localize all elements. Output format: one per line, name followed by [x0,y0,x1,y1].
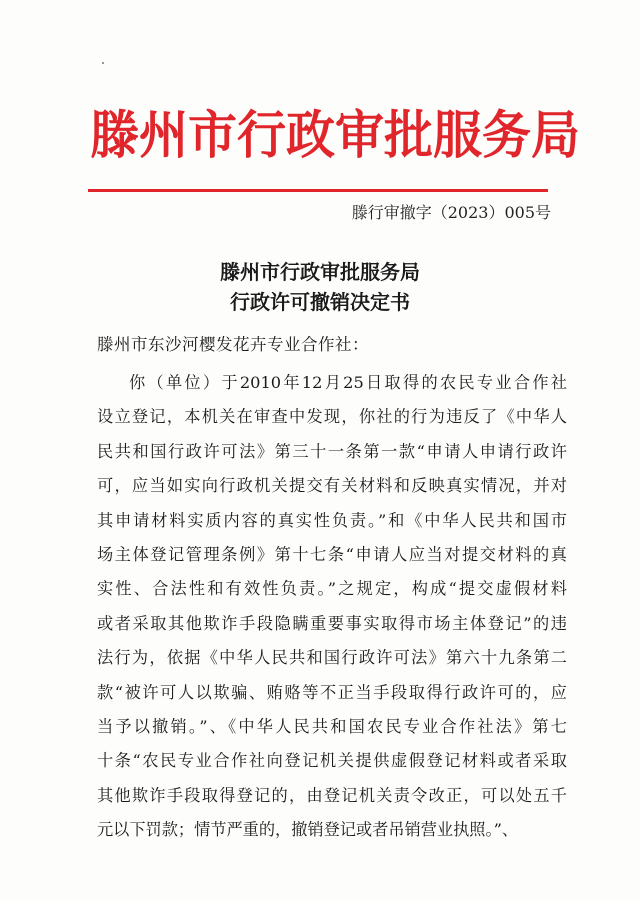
document-body [97,366,567,847]
body-line: 法行为，依据《中华人民共和国行政许可法》第六十九条第二 [97,648,567,668]
body-line: 可，应当如实向行政机关提交有关材料和反映真实情况，并对 [97,476,567,496]
document-title-line-2: 行政许可撤销决定书 [230,290,410,314]
body-line: 你（单位）于2010年12月25日取得的农民专业合作社 [129,373,567,392]
body-line: 设立登记，本机关在审查中发现，你社的行为违反了《中华人 [97,407,567,427]
body-line: 款“被许可人以欺骗、贿赂等不正当手段取得行政许可的，应 [97,682,567,702]
document-title-line-1: 滕州市行政审批服务局 [220,260,420,284]
body-line: 实性、合法性和有效性负责。”之规定，构成“提交虚假材料 [97,579,567,599]
body-line: 或者采取其他欺诈手段隐瞒重要事实取得市场主体登记”的违 [97,613,567,633]
agency-letterhead-title: 滕州市行政审批服务局 [90,104,581,166]
document-number: 滕行审撤字（2023）005号 [351,203,551,222]
body-line: 其他欺诈手段取得登记的，由登记机关责令改正，可以处五千 [97,785,567,805]
body-line: 十条“农民专业合作社向登记机关提供虚假登记材料或者采取 [97,751,567,771]
body-line: 其申请材料实质内容的真实性负责。”和《中华人民共和国市 [97,510,567,530]
body-line: 当予以撤销。”、《中华人民共和国农民专业合作社法》第七 [97,716,567,736]
letterhead-red-rule [88,189,548,192]
scan-dot-mark [102,62,104,64]
body-line: 民共和国行政许可法》第三十一条第一款“申请人申请行政许 [97,441,567,461]
body-line: 场主体登记管理条例》第十七条“申请人应当对提交材料的真 [97,544,567,564]
body-line: 元以下罚款；情节严重的，撤销登记或者吊销营业执照。”、 [97,820,519,840]
addressee: 滕州市东沙河樱发花卉专业合作社： [97,335,369,354]
